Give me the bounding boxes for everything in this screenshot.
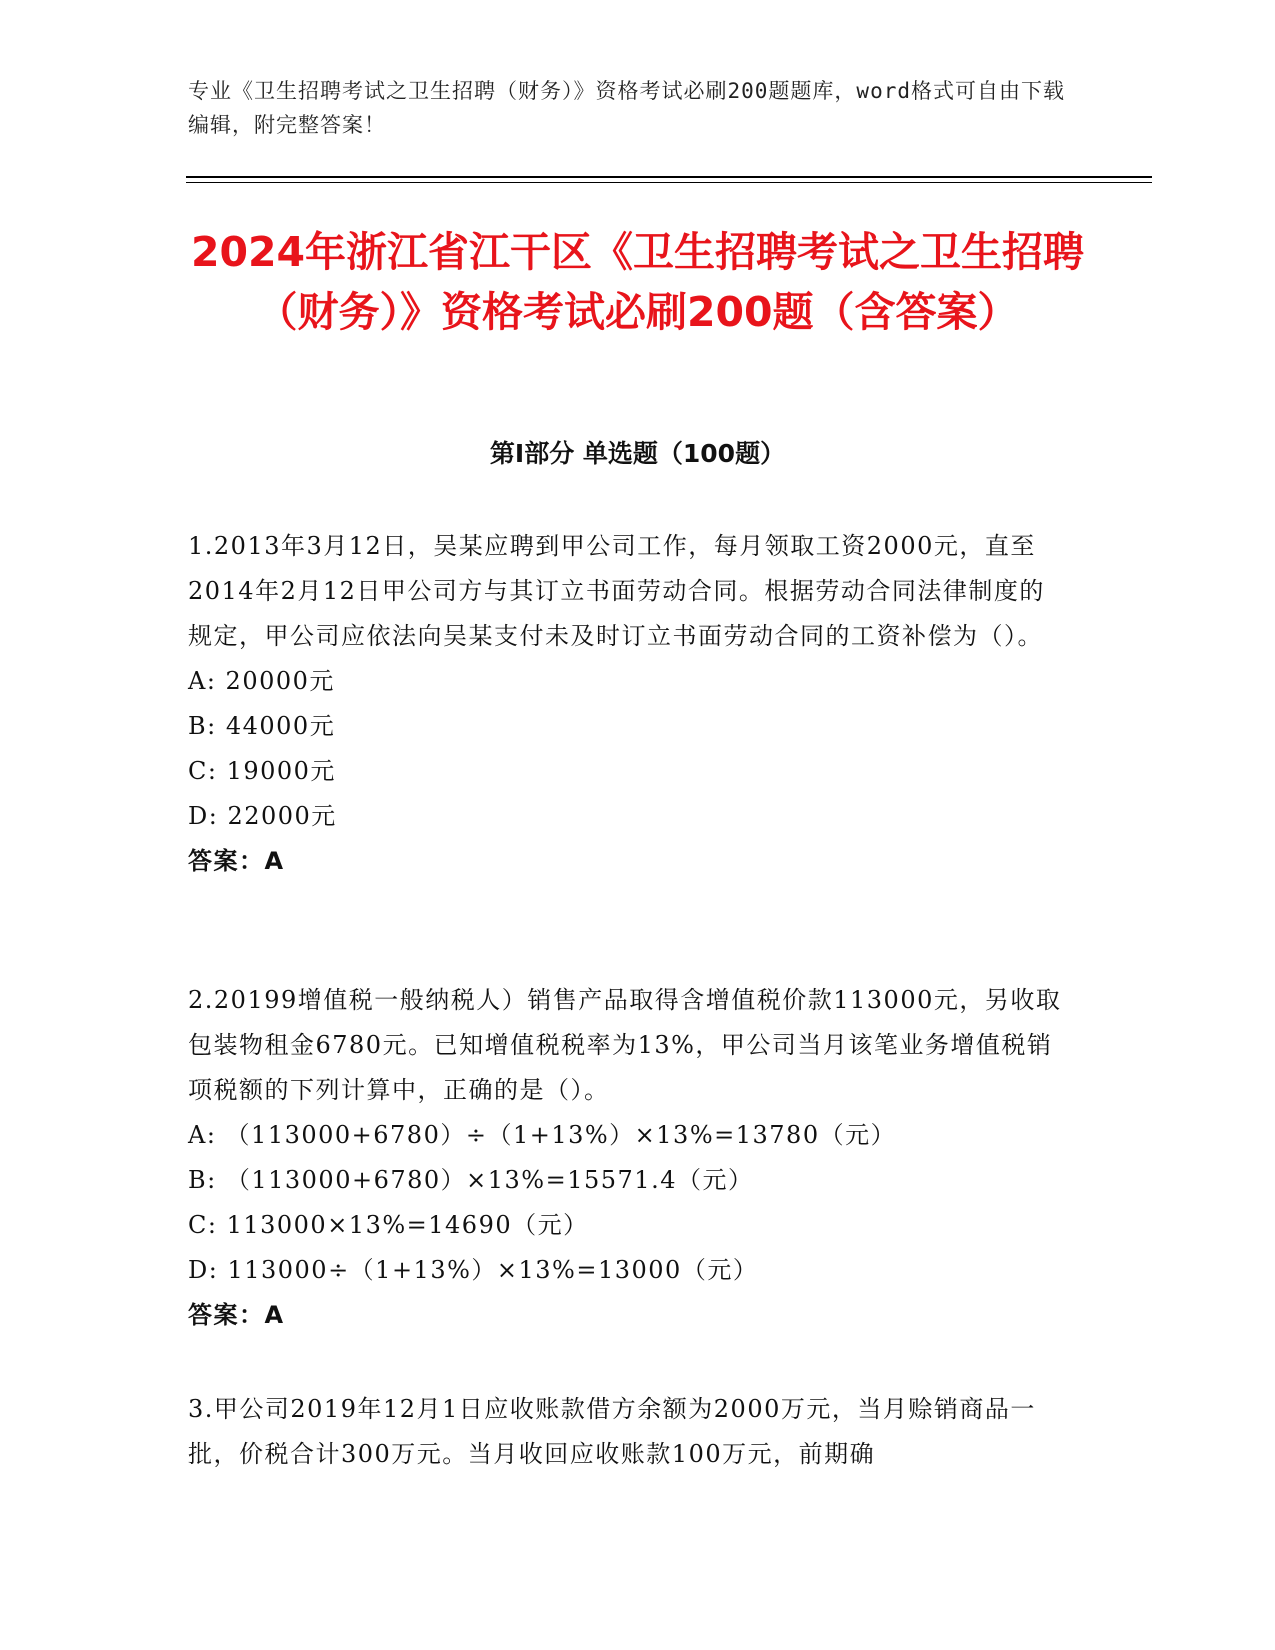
answer: 答案：A [188, 1301, 285, 1329]
document-title: 2024年浙江省江干区《卫生招聘考试之卫生招聘（财务）》资格考试必刷200题（含答案） [190, 228, 1085, 336]
section-title: 第Ⅰ部分 单选题（100题） [489, 439, 786, 468]
option-a: A: （113000+6780）÷（1+13%）×13%=13780（元） [188, 1121, 897, 1149]
option-b: B: 44000元 [188, 712, 336, 740]
option-c: C: 113000×13%=14690（元） [188, 1211, 589, 1239]
header-rule-thin [186, 182, 1152, 183]
option-a: A: 20000元 [188, 667, 335, 695]
option-list [188, 659, 1068, 839]
question-stem: 3.甲公司2019年12月1日应收账款借方余额为2000万元，当月赊销商品一批，价税合计300万元。当月收回应收账款100万元，前期确 [188, 1395, 1036, 1468]
header-note: 专业《卫生招聘考试之卫生招聘（财务）》资格考试必刷200题题库，word格式可自由下载编辑，附完整答案！ [188, 79, 1065, 137]
question-3 [188, 1387, 1068, 1477]
question-stem: 1.2013年3月12日，吴某应聘到甲公司工作，每月领取工资2000元，直至2014年2月12日甲公司方与其订立书面劳动合同。根据劳动合同法律制度的规定，甲公司应依法向吴某支付未及时订立书面劳动合同的工资补偿为（）。 [188, 532, 1045, 650]
answer: 答案：A [188, 847, 285, 875]
header-rule [186, 176, 1152, 178]
option-d: D: 113000÷（1+13%）×13%=13000（元） [188, 1256, 759, 1284]
question-2 [188, 978, 1068, 1338]
option-d: D: 22000元 [188, 802, 337, 830]
question-stem: 2.20199增值税一般纳税人）销售产品取得含增值税价款113000元，另收取包装物租金6780元。已知增值税税率为13%，甲公司当月该笔业务增值税销项税额的下列计算中，正确的是（）。 [188, 986, 1062, 1104]
question-1 [188, 524, 1068, 884]
option-list [188, 1113, 1068, 1293]
option-b: B: （113000+6780）×13%=15571.4（元） [188, 1166, 754, 1194]
option-c: C: 19000元 [188, 757, 336, 785]
